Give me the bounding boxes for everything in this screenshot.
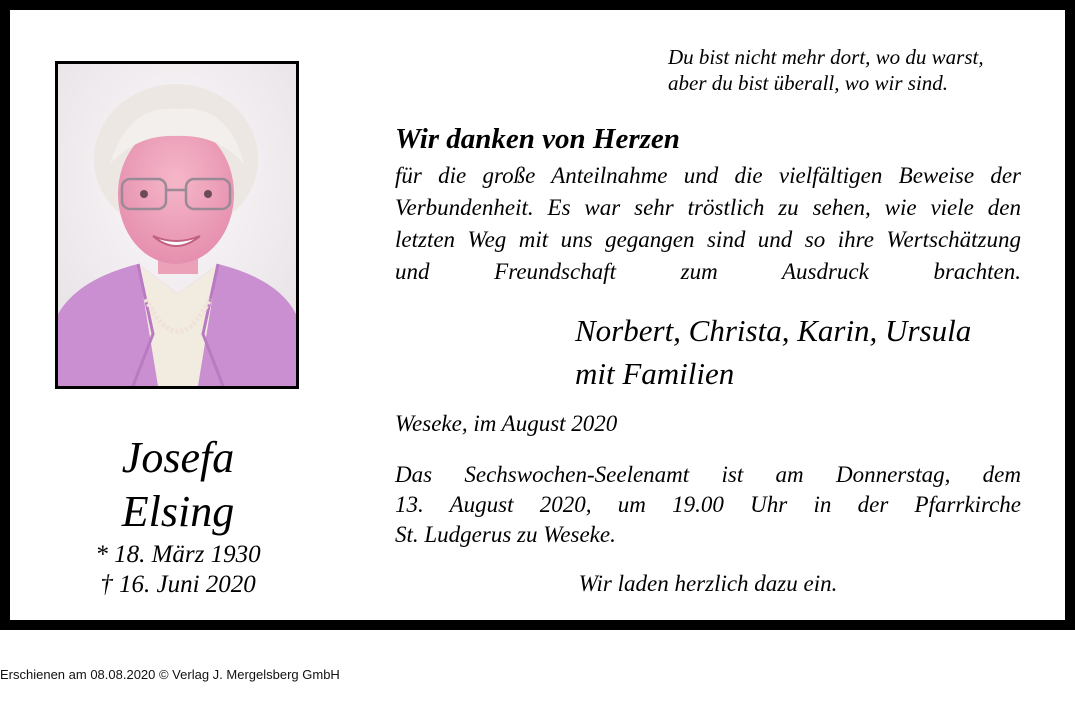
publication-footer: Erschienen am 08.08.2020 © Verlag J. Mergelsberg GmbH <box>0 667 340 682</box>
place-date: Weseke, im August 2020 <box>395 411 618 436</box>
mass-notice <box>395 460 1021 550</box>
thanks-line: letzten Weg mit uns gegangen sind und so ihre Wertschätzung <box>395 227 1021 252</box>
notice-line: St. Ludgerus zu Weseke. <box>395 522 616 547</box>
deceased-last-name: Elsing <box>121 487 235 536</box>
notice-line: Das Sechswochen-Seelenamt ist am Donnerstag, dem <box>395 462 1021 487</box>
notice-line: 13. August 2020, um 19.00 Uhr in der Pfarrkirche <box>395 492 1021 517</box>
invitation-line: Wir laden herzlich dazu ein. <box>578 571 838 596</box>
quote-line-2: aber du bist überall, wo wir sind. <box>668 71 949 95</box>
birth-date: * 18. März 1930 <box>95 541 261 568</box>
thanks-line: für die große Anteilnahme und die vielfältigen Beweise der <box>395 163 1021 188</box>
portrait-photo <box>55 61 299 389</box>
thanks-line: Verbundenheit. Es war sehr tröstlich zu sehen, wie viele den <box>395 195 1021 220</box>
thanks-line: und Freundschaft zum Ausdruck brachten. <box>395 259 1021 284</box>
thanks-paragraph <box>395 160 1021 288</box>
death-date: † 16. Juni 2020 <box>100 571 256 598</box>
obituary-card <box>10 10 1065 620</box>
thanks-heading: Wir danken von Herzen <box>395 123 680 155</box>
family-names: Norbert, Christa, Karin, Ursula <box>575 313 972 348</box>
quote-line-1: Du bist nicht mehr dort, wo du warst, <box>668 45 984 69</box>
deceased-first-name: Josefa <box>121 433 235 482</box>
family-suffix: mit Familien <box>575 356 735 391</box>
